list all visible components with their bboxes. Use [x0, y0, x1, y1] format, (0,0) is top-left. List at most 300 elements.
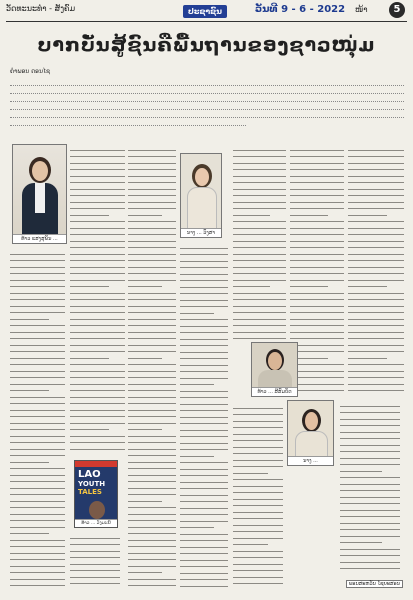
- text-line: [128, 280, 176, 281]
- text-line: [180, 300, 228, 301]
- text-line: [290, 384, 344, 385]
- text-line: [233, 306, 286, 307]
- text-line: [233, 293, 286, 294]
- text-line: [340, 464, 400, 465]
- text-line: [340, 536, 400, 537]
- text-line: [128, 455, 176, 456]
- text-line: [180, 449, 228, 450]
- text-line: [180, 540, 228, 541]
- text-line: [70, 332, 125, 333]
- text-line: [10, 494, 65, 495]
- text-line: [128, 267, 176, 268]
- text-line: [340, 438, 400, 439]
- text-line: [70, 319, 125, 320]
- text-line: [290, 351, 344, 352]
- text-line: [180, 560, 228, 561]
- text-line: [233, 499, 283, 500]
- text-line: [348, 299, 404, 300]
- text-line: [233, 408, 283, 409]
- text-line: [10, 293, 65, 294]
- text-line: [233, 505, 283, 506]
- text-line: [233, 234, 286, 235]
- text-line: [340, 445, 400, 446]
- text-line: [233, 557, 283, 558]
- text-line: [233, 564, 283, 565]
- text-line: [128, 312, 176, 313]
- text-line: [348, 215, 387, 216]
- text-line: [348, 260, 404, 261]
- text-line: [348, 286, 387, 287]
- text-line: [233, 466, 283, 467]
- text-line: [180, 391, 228, 392]
- text-line: [340, 477, 400, 478]
- text-line: [128, 559, 176, 560]
- text-line: [10, 280, 65, 281]
- text-line: [128, 371, 176, 372]
- text-line: [128, 169, 176, 170]
- text-line: [290, 247, 344, 248]
- text-line: [290, 306, 344, 307]
- text-line: [70, 221, 125, 222]
- text-line: [340, 542, 382, 543]
- text-line: [340, 419, 400, 420]
- portrait-photo-4: [287, 400, 334, 466]
- text-line: [233, 228, 286, 229]
- text-line: [70, 306, 125, 307]
- text-line: [180, 397, 228, 398]
- text-line: [290, 312, 344, 313]
- text-line: [128, 462, 176, 463]
- text-line: [128, 468, 176, 469]
- book-caption: ທ້າວ ... ວົງມະນີ: [75, 519, 117, 527]
- text-line: [180, 436, 228, 437]
- text-line: [128, 507, 176, 508]
- text-line: [70, 416, 125, 417]
- text-line: [128, 364, 176, 365]
- text-line: [128, 228, 176, 229]
- text-line: [340, 406, 400, 407]
- text-line: [10, 332, 65, 333]
- text-line: [70, 299, 125, 300]
- text-line: [340, 490, 400, 491]
- text-line: [128, 390, 176, 391]
- text-line: [233, 538, 283, 539]
- text-line: [70, 169, 125, 170]
- text-line: [70, 410, 125, 411]
- text-line: [233, 286, 270, 287]
- text-line: [348, 371, 404, 372]
- text-line: [70, 338, 125, 339]
- text-line: [180, 547, 228, 548]
- text-line: [10, 514, 65, 515]
- text-line: [180, 469, 228, 470]
- text-line: [128, 403, 176, 404]
- text-line: [348, 156, 404, 157]
- text-line: [340, 529, 400, 530]
- text-line: [180, 384, 214, 385]
- text-line: [180, 352, 228, 353]
- text-line: [128, 189, 176, 190]
- text-line: [233, 544, 268, 545]
- text-column-4: [180, 242, 228, 588]
- text-line: [70, 557, 120, 558]
- text-line: [233, 479, 283, 480]
- text-line: [340, 562, 400, 563]
- text-line: [128, 566, 176, 567]
- text-line: [233, 338, 286, 339]
- text-line: [340, 510, 400, 511]
- text-line: [233, 577, 283, 578]
- text-line: [10, 566, 65, 567]
- text-line: [348, 234, 404, 235]
- text-line: [10, 507, 65, 508]
- text-line: [348, 163, 404, 164]
- text-line: [348, 377, 404, 378]
- text-column-3: [128, 144, 176, 588]
- text-line: [70, 325, 125, 326]
- text-line: [128, 286, 162, 287]
- text-line: [128, 533, 176, 534]
- text-line: [233, 492, 283, 493]
- text-column-2b: [70, 532, 120, 588]
- text-line: [70, 293, 125, 294]
- text-line: [128, 241, 176, 242]
- text-line: [128, 429, 162, 430]
- text-line: [10, 345, 65, 346]
- text-line: [290, 371, 344, 372]
- text-line: [233, 215, 270, 216]
- text-line: [128, 325, 176, 326]
- text-line: [180, 566, 228, 567]
- text-line: [290, 377, 344, 378]
- text-line: [348, 273, 404, 274]
- text-line: [233, 176, 286, 177]
- text-line: [128, 579, 176, 580]
- text-line: [128, 345, 176, 346]
- text-line: [290, 345, 344, 346]
- text-line: [10, 501, 65, 502]
- text-line: [128, 436, 176, 437]
- text-line: [180, 332, 228, 333]
- text-line: [70, 228, 125, 229]
- text-column-5b: [233, 402, 283, 588]
- text-line: [348, 319, 404, 320]
- text-line: [340, 484, 400, 485]
- text-line: [290, 260, 344, 261]
- text-line: [180, 573, 228, 574]
- text-line: [10, 416, 65, 417]
- text-line: [180, 534, 228, 535]
- text-line: [290, 221, 344, 222]
- text-line: [180, 579, 228, 580]
- text-line: [70, 156, 125, 157]
- text-line: [10, 488, 65, 489]
- text-line: [70, 286, 109, 287]
- text-line: [10, 455, 65, 456]
- text-line: [70, 538, 120, 539]
- text-line: [290, 208, 344, 209]
- text-line: [180, 586, 228, 587]
- text-line: [10, 384, 65, 385]
- text-line: [290, 267, 344, 268]
- header-rule: [6, 21, 407, 22]
- text-line: [128, 442, 176, 443]
- text-line: [128, 501, 162, 502]
- text-line: [70, 202, 125, 203]
- text-line: [233, 434, 283, 435]
- text-line: [290, 241, 344, 242]
- text-line: [180, 345, 228, 346]
- text-line: [180, 508, 228, 509]
- text-line: [348, 182, 404, 183]
- text-line: [340, 458, 400, 459]
- text-line: [348, 364, 404, 365]
- text-line: [128, 338, 176, 339]
- text-line: [128, 351, 176, 352]
- text-line: [128, 416, 176, 417]
- text-line: [290, 195, 344, 196]
- text-line: [10, 371, 65, 372]
- text-line: [290, 286, 328, 287]
- text-column-6b: [340, 400, 400, 570]
- text-line: [180, 274, 228, 275]
- text-line: [180, 319, 228, 320]
- text-line: [290, 182, 344, 183]
- text-line: [128, 215, 162, 216]
- text-line: [233, 421, 283, 422]
- text-line: [70, 280, 125, 281]
- text-line: [128, 494, 176, 495]
- text-line: [348, 358, 387, 359]
- text-line: [180, 378, 228, 379]
- text-line: [290, 332, 344, 333]
- text-line: [180, 410, 228, 411]
- text-line: [10, 585, 65, 586]
- text-line: [290, 150, 344, 151]
- text-line: [340, 471, 382, 472]
- text-line: [128, 397, 176, 398]
- text-line: [180, 267, 228, 268]
- text-line: [340, 516, 400, 517]
- text-line: [233, 195, 286, 196]
- text-line: [70, 364, 125, 365]
- text-line: [340, 503, 400, 504]
- text-line: [233, 525, 283, 526]
- text-line: [128, 377, 176, 378]
- text-line: [233, 273, 286, 274]
- text-line: [290, 169, 344, 170]
- text-line: [348, 384, 404, 385]
- text-line: [10, 403, 65, 404]
- text-line: [233, 254, 286, 255]
- article-lead-paragraph: [10, 78, 404, 136]
- text-line: [290, 189, 344, 190]
- text-line: [233, 460, 283, 461]
- text-line: [290, 202, 344, 203]
- text-line: [10, 325, 65, 326]
- text-line: [233, 267, 286, 268]
- text-line: [128, 247, 176, 248]
- text-line: [340, 555, 400, 556]
- text-line: [128, 254, 176, 255]
- text-line: [70, 449, 125, 450]
- section-label: ວັດທະນະທຳ - ສັງຄົມ: [6, 4, 76, 13]
- photo-caption-1: ທ້າວ ແສງສຸພັນ ...: [13, 234, 66, 243]
- text-line: [128, 423, 176, 424]
- text-column-2: [70, 144, 125, 454]
- text-line: [233, 189, 286, 190]
- text-line: [233, 427, 283, 428]
- text-line: [128, 475, 176, 476]
- text-line: [290, 319, 344, 320]
- text-line: [233, 414, 283, 415]
- text-line: [10, 286, 65, 287]
- text-line: [233, 518, 283, 519]
- text-line: [10, 267, 65, 268]
- text-line: [180, 306, 228, 307]
- text-line: [128, 202, 176, 203]
- text-line: [10, 299, 65, 300]
- text-line: [340, 568, 400, 569]
- text-line: [10, 429, 65, 430]
- text-line: [70, 442, 125, 443]
- text-line: [128, 410, 176, 411]
- book-title-line-1: LAO: [78, 469, 101, 480]
- text-line: [233, 583, 283, 584]
- text-line: [128, 585, 176, 586]
- text-line: [128, 572, 162, 573]
- text-line: [180, 488, 228, 489]
- text-line: [348, 312, 404, 313]
- text-line: [128, 260, 176, 261]
- text-line: [340, 425, 400, 426]
- page-number: 5: [389, 2, 405, 18]
- book-cover-photo: [74, 460, 118, 528]
- text-column-5: [233, 144, 286, 339]
- text-line: [70, 390, 125, 391]
- text-line: [128, 319, 176, 320]
- text-line: [348, 221, 404, 222]
- text-line: [348, 267, 404, 268]
- text-line: [348, 351, 404, 352]
- text-line: [70, 260, 125, 261]
- text-line: [180, 501, 228, 502]
- text-line: [10, 442, 65, 443]
- text-line: [290, 364, 344, 365]
- text-line: [180, 358, 228, 359]
- text-line: [70, 583, 120, 584]
- text-line: [70, 312, 125, 313]
- text-line: [10, 540, 65, 541]
- text-line: [180, 417, 228, 418]
- text-line: [128, 514, 176, 515]
- text-line: [348, 241, 404, 242]
- text-line: [348, 390, 404, 391]
- text-line: [180, 462, 228, 463]
- issue-date: ວັນທີ 9 - 6 - 2022: [255, 4, 346, 15]
- text-line: [233, 312, 286, 313]
- text-column-7: [348, 144, 404, 396]
- text-line: [10, 481, 65, 482]
- text-line: [10, 553, 65, 554]
- text-line: [10, 306, 65, 307]
- text-line: [180, 280, 228, 281]
- text-line: [70, 254, 125, 255]
- text-line: [10, 436, 65, 437]
- text-line: [10, 546, 65, 547]
- text-line: [290, 163, 344, 164]
- text-line: [290, 325, 344, 326]
- text-line: [233, 208, 286, 209]
- photo-caption-4: ນາງ ...: [288, 456, 333, 465]
- text-line: [180, 365, 228, 366]
- text-line: [70, 397, 125, 398]
- text-line: [290, 280, 344, 281]
- text-line: [128, 527, 176, 528]
- text-line: [70, 150, 125, 151]
- text-line: [70, 436, 125, 437]
- article-headline: ບາກບັ່ນສູ້ຊົນຄືພື້ນຖານຂອງຊາວໜຸ່ມ: [37, 34, 376, 56]
- text-line: [290, 299, 344, 300]
- text-line: [70, 267, 125, 268]
- text-line: [348, 306, 404, 307]
- text-line: [10, 351, 65, 352]
- text-line: [233, 570, 283, 571]
- text-line: [290, 156, 344, 157]
- text-line: [70, 208, 125, 209]
- text-line: [180, 371, 228, 372]
- text-line: [10, 579, 65, 580]
- text-line: [70, 195, 125, 196]
- text-line: [128, 195, 176, 196]
- text-line: [233, 512, 283, 513]
- text-line: [10, 468, 65, 469]
- text-line: [348, 254, 404, 255]
- text-line: [180, 553, 228, 554]
- text-line: [128, 332, 176, 333]
- text-line: [70, 429, 109, 430]
- text-line: [10, 319, 49, 320]
- text-line: [348, 293, 404, 294]
- text-line: [70, 247, 125, 248]
- text-line: [70, 182, 125, 183]
- article-signoff: ພອນສະຫວັນ ໄຊຍະສອນ: [346, 580, 403, 588]
- text-line: [10, 377, 65, 378]
- text-line: [70, 189, 125, 190]
- text-line: [233, 241, 286, 242]
- text-line: [180, 527, 214, 528]
- text-line: [70, 345, 125, 346]
- text-line: [128, 540, 176, 541]
- text-line: [348, 176, 404, 177]
- text-line: [233, 332, 286, 333]
- text-line: [233, 247, 286, 248]
- text-line: [180, 495, 228, 496]
- text-line: [340, 412, 400, 413]
- text-line: [128, 176, 176, 177]
- text-line: [180, 293, 228, 294]
- text-line: [233, 156, 286, 157]
- text-line: [290, 273, 344, 274]
- text-line: [70, 234, 125, 235]
- photo-caption-3: ທ້າວ ... ສີສົມບັດ: [252, 387, 297, 396]
- text-line: [348, 189, 404, 190]
- text-line: [70, 351, 125, 352]
- text-line: [70, 377, 125, 378]
- text-line: [348, 325, 404, 326]
- text-line: [10, 358, 65, 359]
- text-line: [233, 473, 268, 474]
